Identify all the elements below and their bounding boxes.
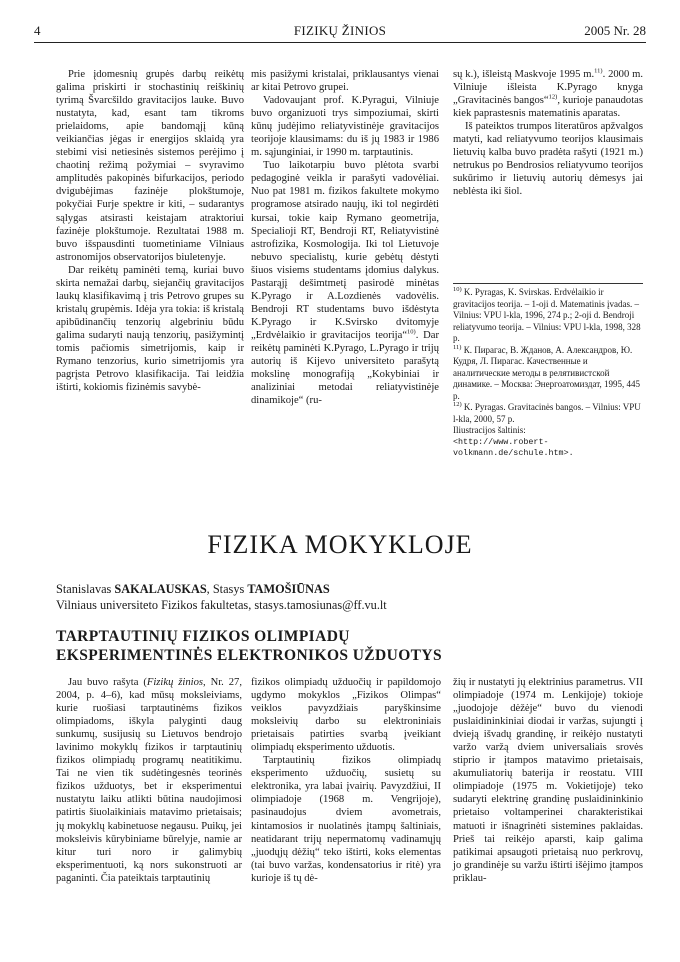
author-surname: SAKALAUSKAS <box>114 582 207 596</box>
paragraph: žių ir nustatyti jų elektrinius parametrus. VII olimpiadoje (1974 m. Lenkijoje) tokioje „juodojoje dėžėje“ buvo du vienodi puslaidininkiniai diodai ir varžas, sujungti į dvieją išvadų grandinę, ir reikėjo nustatyti varžo varžą dviem universaliais srovės stiprio ir įtampos matavimo prietaisais, akumuliatorių baterija ir reostatu. VIII olimpiadoje (1975 m. Vokietijoje) teko sudaryti elektrinę grandinę puslaidininkinio prietaiso voltamperinei charakteristikai matuoti ir išnagrinėti sistemines paklaidas. Prieš tai reikėjo aparsti, kaip galima patikimai apsaugoti prietaisą nuo perkrovų, jo grandinėje su varžu ištirti išėjimo įtampos priklau- <box>453 677 643 884</box>
paragraph <box>453 68 643 120</box>
header-rule <box>34 42 646 43</box>
paragraph: Dar reikėtų paminėti temą, kuriai buvo skirta nemažai darbų, siejančių gravitacijos laukų klasifikavimą į tris Petrovo grupes su kristalų grupėmis. Idėja yra tokia: iš kristalą apibūdinančių tenzorių algebriniu būdu galima sudaryti naują tenzorių, pasižymintį tomis pačiomis simetrijomis, kaip ir Rymano tenzorius, kurio simetrijomis yra pagrįsta Petrovo klasifikacija. Tai leidžia ištirti, kokiomis fizinėmis savybė- <box>56 264 244 394</box>
author-first-name: Stanislavas <box>56 582 115 596</box>
article-title-line: EKSPERIMENTINĖS ELEKTRONIKOS UŽDUOTYS <box>56 647 443 664</box>
footnote-mark: 11) <box>453 343 462 351</box>
text-run: Jau buvo rašyta ( <box>68 677 147 688</box>
article-column-2 <box>251 676 441 885</box>
running-header <box>34 22 646 40</box>
paragraph <box>56 676 242 885</box>
footnote-ref: 11) <box>594 67 603 75</box>
footnote-text: K. Pyragas, K. Svirskas. Erdvėlaikio ir gravitacijos teorija. – 1-oji d. Matematinis įvadas. – Vilnius: VPU l-kla, 1996, 274 p.; 2-oji d. Bendroji reliatyvumo teorija. – Vilnius: VPU l-kla, 1998, 328 p. <box>453 287 641 343</box>
author-separator: , Stasys <box>206 582 248 596</box>
top-column-1 <box>56 68 244 394</box>
article-column-1 <box>56 676 242 885</box>
journal-citation: Fizikų žinios <box>146 677 204 688</box>
illustrations-url: <http://www.robert-volkmann.de/schule.htm>. <box>453 436 574 458</box>
issue-label: 2005 Nr. 28 <box>584 23 646 38</box>
footnote-text: К. Пирагас, В. Жданов, А. Александров, Ю. Кудря, Л. Пирагас. Качественные и аналитические методы в релятивистской динамике. – Москва: Энергоатомиздат, 1995, 445 p. <box>453 344 640 401</box>
text-run: Tuo laikotarpiu buvo plėtota svarbi pedagoginė veikla ir parašyti vadovėliai. Nuo pat 1981 m. fizikos fakultete mokymo programose atsirado naujų, iki tol negirdėti kursai, tokie kaip Rymano geometrija, Specialioji RT, Bendroji RT, Reliatyvistinė astrofizika, Kosmologija. Iki tol Lietuvoje nebuvo specialistų, kurie gebėtų dėstyti šiuos visiems studentams įdomius dalykus. Pastarąjį dešimtmetį pasirodė minėtas K.Pyrago ir A.Lozdienės vadovėlis. Bendroji RT studentams buvo išdėstyta K.Pyrago ir K.Svirsko dvitomyje „Erdvėlaikio ir gravitacijos teorija“ <box>251 160 439 341</box>
article-title-line: TARPTAUTINIŲ FIZIKOS OLIMPIADŲ <box>56 628 350 645</box>
section-title: FIZIKA MOKYKLOJE <box>207 530 473 559</box>
top-column-3 <box>453 68 643 198</box>
paragraph <box>251 159 439 407</box>
paragraph: Prie įdomesnių grupės darbų reikėtų galima priskirti ir stochastinių reiškinių tyrimą Švarcšildo gravitacijos lauke. Buvo nustatyta, kad, esant tam tikroms prielaidoms, apie bandomąjį kūną veikiančias jėgas ir energijos sklaidą yra stebimi visi netiesinės sistemos perėjimo į chaotinį režimą požymiai – svyravimo amplitudės pakopinės bifurkacijos, periodo dvigubėjimas fazinėje plokštumoje, pokyčiai Furje spektre ir kiti, – sudarantys sąlygas atsirasti keistajam atraktoriui fazinėje plokštumoje. Rezultatai 1988 m. buvo išspausdinti tuometiniame Vilniaus astronomijos observatorijos biuletenyje. <box>56 69 244 263</box>
article-column-3 <box>453 676 643 885</box>
footnote <box>453 287 643 345</box>
paragraph: Iš pateiktos trumpos literatūros apžvalgos matyti, kad reliatyvumo teorijos klausimais lietuvių kalba buvo pradėta rašyti (1921 m.) netrukus po Bendrosios reliatyvumo teorijos sukūrimo ir lietuvių autorių dėmesys jai neblėsta iki šiol. <box>453 121 643 198</box>
footnote <box>453 402 643 425</box>
text-run: , kurioje panaudotas kiek paprastesnis matematinis aparatas. <box>453 95 643 120</box>
footnote <box>453 345 643 403</box>
paragraph: Tarptautinių fizikos olimpiadų eksperimento užduočių, susietų su elektronika, yra labai įvairių. Pavyzdžiui, II olimpiadoje (1968 m. Vengrijoje), pasinaudojus dviem avometrais, kintamosios ir nuolatinės įtampų šaltiniais, neatidarant trijų nepermatomų vadinamųjų „juodųjų dėžių“ teko ištirti, koks elementas (tai buvo varžas, kondensatorius ir ritė) yra kurioje iš tų dė- <box>251 755 441 884</box>
text-run: . Dar reikėtų paminėti K.Pyrago, L.Pyrago ir trijų autorių iš Kijevo universiteto parašytą mokslinę monografiją „Kokybiniai ir analiziniai metodai reliatyvistinėje dinamikoje“ (ru- <box>251 329 439 407</box>
article-title <box>56 627 656 665</box>
paragraph: fizikos olimpiadų užduočių ir papildomojo ugdymo mokyklos „Fizikos Olimpas“ veiklos pavyzdžiais paryškinsime moksleivių darbo su elektroniniais prietaisais patirties svarbą įveikiant olimpiadų eksperimento užduotis. <box>251 677 441 754</box>
footnote-mark: 10) <box>453 286 462 293</box>
text-run: . 2000 m. Vilniuje išleista K.Pyrago knyga „Gravitacinės bangos“ <box>453 69 644 107</box>
text-run: , Nr. 27, 2004, p. 4–6), kad mūsų moksleiviams, kurie ruošiasi tarptautinėms fizikos olimpiadoms, iškyla palyginti daug sunkumų, susijusių su Lietuvos bendrojo lavinimo mokyklų fizikos ir tarptautinių fizikos olimpiadų programų neatitikimu. Tai ne vien tik sudėtingesnės teorinės fizikos užduotys, bet ir eksperimentui nustatytu laiku atlikti būtina naudojimosi patirtis šiuolaikiniais matavimo prietaisais; jų mokyklų kabinetuose negausu. Puikų, jei moksleivis kūrybiniame būrelyje, namie ar kitur turi noro ir galimybių eksperimentuoti, ką nors sukonstruoti ar paganinti. Čia pateiktais tarptautinių <box>56 677 242 884</box>
author-surname: TAMOŠIŪNAS <box>247 582 330 596</box>
footnote-ref: 10) <box>407 328 416 336</box>
article-authors <box>56 582 656 597</box>
footnote-mark: 12) <box>453 401 462 408</box>
text-run: sų k.), išleistą Maskvoje 1995 m. <box>453 69 595 80</box>
author-affiliation: Vilniaus universiteto Fizikos fakultetas, stasys.tamosiunas@ff.vu.lt <box>56 598 387 612</box>
journal-title: FIZIKŲ ŽINIOS <box>293 23 387 38</box>
paragraph: Vadovaujant prof. K.Pyragui, Vilniuje buvo organizuoti trys simpoziumai, skirti kūnų judėjimo reliatyvistinėje gravitacijos teorijoje klausimams: du iš jų 1983 ir 1986 m. sąjunginiai, ir 1990 m. tarptautinis. <box>251 95 439 159</box>
footnote-ref: 12) <box>548 93 558 101</box>
top-column-2 <box>251 68 439 407</box>
page-number: 4 <box>34 23 41 38</box>
illustrations-label: Iliustracijos šaltinis: <box>453 425 526 435</box>
footnotes <box>453 287 643 460</box>
footnote-rule <box>453 283 643 284</box>
paragraph: mis pasižymi kristalai, priklausantys vienai ar kitai Petrovo grupei. <box>251 69 439 94</box>
footnote-text: K. Pyragas. Gravitacinės bangos. – Vilnius: VPU l-kla, 2000, 57 p. <box>453 402 641 424</box>
